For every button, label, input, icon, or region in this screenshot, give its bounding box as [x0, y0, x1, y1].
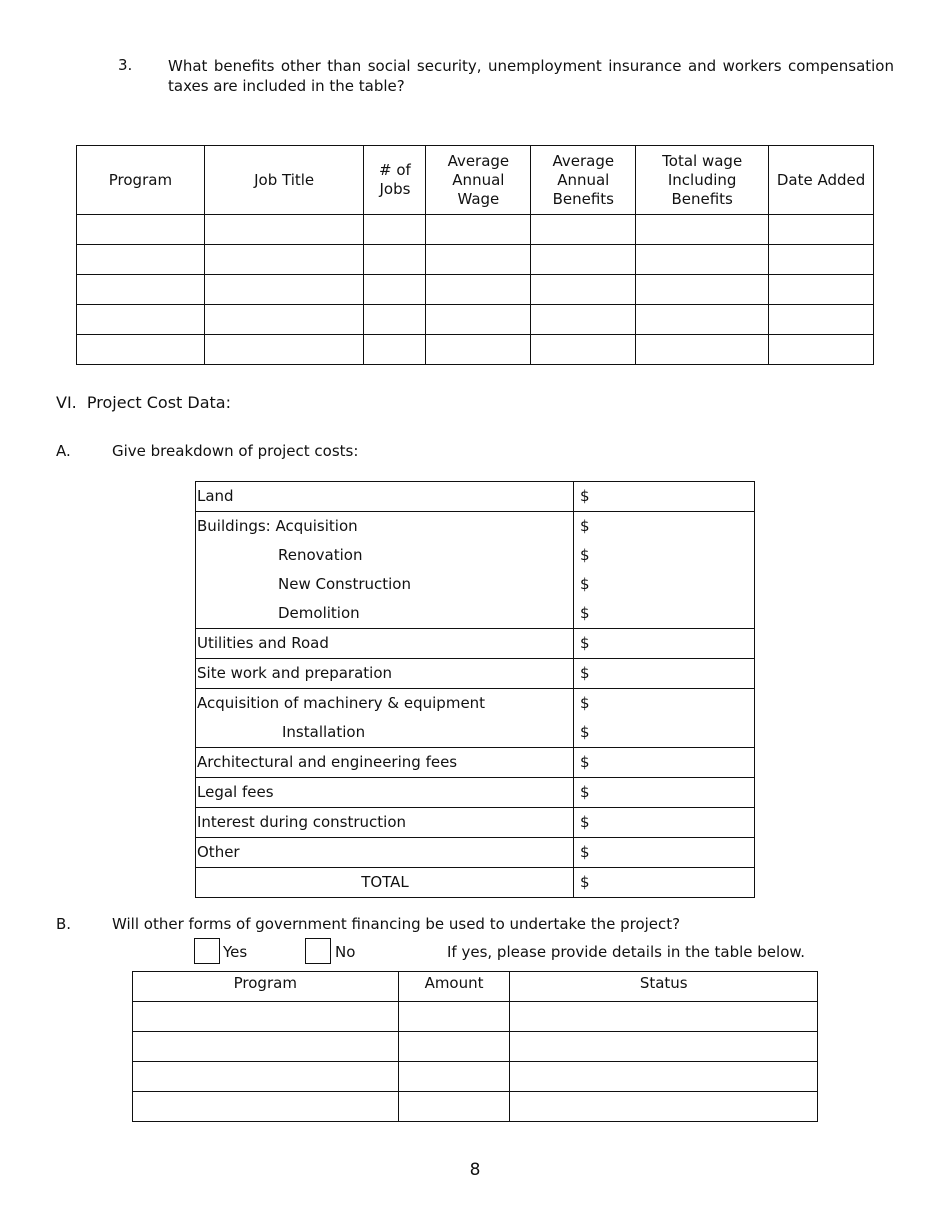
- cost-label-machinery: [196, 689, 574, 748]
- jobs-table: [76, 145, 874, 365]
- project-costs-table: [195, 481, 755, 898]
- government-financing-table: [132, 971, 818, 1122]
- cost-amount-total[interactable]: $: [574, 868, 755, 898]
- table-cell[interactable]: [636, 215, 769, 245]
- part-a-label: A.: [56, 442, 71, 460]
- table-cell[interactable]: [204, 305, 364, 335]
- gov-table-header-row: [133, 972, 818, 1002]
- table-cell[interactable]: [133, 1032, 399, 1062]
- cost-amount-legal-fees[interactable]: $: [574, 778, 755, 808]
- table-cell[interactable]: [636, 245, 769, 275]
- yes-label: Yes: [223, 943, 248, 961]
- table-cell[interactable]: [364, 305, 426, 335]
- cost-amounts-machinery: [574, 689, 755, 748]
- question-3-number: 3.: [118, 56, 133, 74]
- cost-row-interest: [196, 808, 755, 838]
- cost-amount-renovation[interactable]: $: [580, 546, 590, 564]
- table-cell[interactable]: [510, 1032, 818, 1062]
- table-cell[interactable]: [769, 275, 874, 305]
- table-row: [133, 1092, 818, 1122]
- table-cell[interactable]: [426, 305, 531, 335]
- cost-label-interest: Interest during construction: [196, 808, 574, 838]
- jobs-header-avg-wage-text: Average Annual Wage: [447, 151, 510, 208]
- table-cell[interactable]: [77, 275, 205, 305]
- table-cell[interactable]: [204, 215, 364, 245]
- cost-label-other: Other: [196, 838, 574, 868]
- table-cell[interactable]: [636, 335, 769, 365]
- table-cell[interactable]: [531, 335, 636, 365]
- jobs-header-total-wage: [636, 146, 769, 215]
- jobs-header-avg-benefits: [531, 146, 636, 215]
- cost-row-legal-fees: [196, 778, 755, 808]
- cost-label-site-work: Site work and preparation: [196, 659, 574, 689]
- gov-header-program: Program: [133, 972, 399, 1002]
- table-cell[interactable]: [204, 245, 364, 275]
- jobs-header-program: Program: [77, 146, 205, 215]
- table-cell[interactable]: [426, 275, 531, 305]
- table-cell[interactable]: [77, 245, 205, 275]
- table-row: [77, 305, 874, 335]
- cost-amount-land[interactable]: $: [574, 482, 755, 512]
- cost-amount-demolition[interactable]: $: [580, 604, 590, 622]
- no-checkbox[interactable]: [305, 938, 331, 964]
- jobs-header-date-added: Date Added: [769, 146, 874, 215]
- cost-amount-arch-fees[interactable]: $: [574, 748, 755, 778]
- table-cell[interactable]: [364, 335, 426, 365]
- part-a-text: Give breakdown of project costs:: [112, 442, 359, 460]
- table-row: [77, 215, 874, 245]
- cost-label-utilities: Utilities and Road: [196, 629, 574, 659]
- table-cell[interactable]: [364, 215, 426, 245]
- table-cell[interactable]: [204, 275, 364, 305]
- table-cell[interactable]: [133, 1062, 399, 1092]
- table-cell[interactable]: [531, 305, 636, 335]
- jobs-header-total-wage-text: Total wage Including Benefits: [662, 151, 743, 208]
- cost-amount-other[interactable]: $: [574, 838, 755, 868]
- table-cell[interactable]: [133, 1002, 399, 1032]
- question-3-text: What benefits other than social security, unemployment insurance and workers compensation taxes are included in the table?: [168, 57, 894, 95]
- cost-label-machinery-acquisition: Acquisition of machinery & equipment: [197, 694, 486, 712]
- jobs-header-num-jobs-text: # of Jobs: [379, 161, 411, 198]
- cost-row-buildings: [196, 512, 755, 629]
- jobs-header-job-title: Job Title: [204, 146, 364, 215]
- table-cell[interactable]: [769, 335, 874, 365]
- table-cell[interactable]: [636, 275, 769, 305]
- table-cell[interactable]: [133, 1092, 399, 1122]
- cost-row-arch-fees: [196, 748, 755, 778]
- table-cell[interactable]: [769, 305, 874, 335]
- jobs-header-avg-benefits-text: Average Annual Benefits: [552, 151, 615, 208]
- cost-row-other: [196, 838, 755, 868]
- section-vi-title: VI. Project Cost Data:: [56, 393, 231, 412]
- cost-row-utilities: [196, 629, 755, 659]
- part-b-label: B.: [56, 915, 72, 933]
- table-cell[interactable]: [364, 245, 426, 275]
- table-cell[interactable]: [204, 335, 364, 365]
- cost-amount-utilities[interactable]: $: [574, 629, 755, 659]
- table-cell[interactable]: [531, 275, 636, 305]
- cost-amount-new-construction[interactable]: $: [580, 575, 590, 593]
- table-row: [77, 275, 874, 305]
- cost-label-arch-fees: Architectural and engineering fees: [196, 748, 574, 778]
- table-cell[interactable]: [426, 335, 531, 365]
- cost-amount-buildings-acquisition[interactable]: $: [580, 517, 590, 535]
- table-cell[interactable]: [426, 245, 531, 275]
- cost-amount-machinery[interactable]: $: [580, 694, 590, 712]
- cost-amount-site-work[interactable]: $: [574, 659, 755, 689]
- table-cell[interactable]: [636, 305, 769, 335]
- table-cell[interactable]: [398, 1002, 510, 1032]
- cost-label-total: TOTAL: [196, 868, 574, 898]
- cost-row-site-work: [196, 659, 755, 689]
- table-cell[interactable]: [77, 335, 205, 365]
- cost-label-buildings: [196, 512, 574, 629]
- table-cell[interactable]: [769, 215, 874, 245]
- no-label: No: [335, 943, 356, 961]
- jobs-table-header-row: [77, 146, 874, 215]
- cost-label-buildings-acquisition: Buildings: Acquisition: [197, 517, 358, 535]
- table-row: [133, 1032, 818, 1062]
- table-cell[interactable]: [398, 1092, 510, 1122]
- table-row: [133, 1062, 818, 1092]
- gov-header-amount: Amount: [398, 972, 510, 1002]
- table-cell[interactable]: [510, 1062, 818, 1092]
- cost-label-demolition: Demolition: [278, 604, 360, 622]
- cost-label-renovation: Renovation: [278, 546, 363, 564]
- cost-label-legal-fees: Legal fees: [196, 778, 574, 808]
- table-cell[interactable]: [510, 1002, 818, 1032]
- cost-amount-interest[interactable]: $: [574, 808, 755, 838]
- table-row: [77, 335, 874, 365]
- part-b-text: Will other forms of government financing be used to undertake the project?: [112, 915, 681, 933]
- cost-row-machinery: [196, 689, 755, 748]
- table-row: [133, 1002, 818, 1032]
- table-cell[interactable]: [398, 1062, 510, 1092]
- table-cell[interactable]: [531, 245, 636, 275]
- cost-amounts-buildings: [574, 512, 755, 629]
- cost-label-installation: Installation: [282, 723, 366, 741]
- table-cell[interactable]: [364, 275, 426, 305]
- yes-checkbox[interactable]: [194, 938, 220, 964]
- table-cell[interactable]: [77, 305, 205, 335]
- cost-row-total: [196, 868, 755, 898]
- table-cell[interactable]: [510, 1092, 818, 1122]
- table-cell[interactable]: [398, 1032, 510, 1062]
- cost-amount-installation[interactable]: $: [580, 723, 590, 741]
- table-cell[interactable]: [769, 245, 874, 275]
- table-cell[interactable]: [77, 215, 205, 245]
- cost-label-land: Land: [196, 482, 574, 512]
- table-cell[interactable]: [531, 215, 636, 245]
- cost-row-land: [196, 482, 755, 512]
- cost-label-new-construction: New Construction: [278, 575, 411, 593]
- page-number: 8: [469, 1160, 481, 1180]
- jobs-header-avg-wage: [426, 146, 531, 215]
- gov-header-status: Status: [510, 972, 818, 1002]
- table-cell[interactable]: [426, 215, 531, 245]
- table-row: [77, 245, 874, 275]
- jobs-header-num-jobs: [364, 146, 426, 215]
- details-instruction: If yes, please provide details in the table below.: [447, 943, 806, 961]
